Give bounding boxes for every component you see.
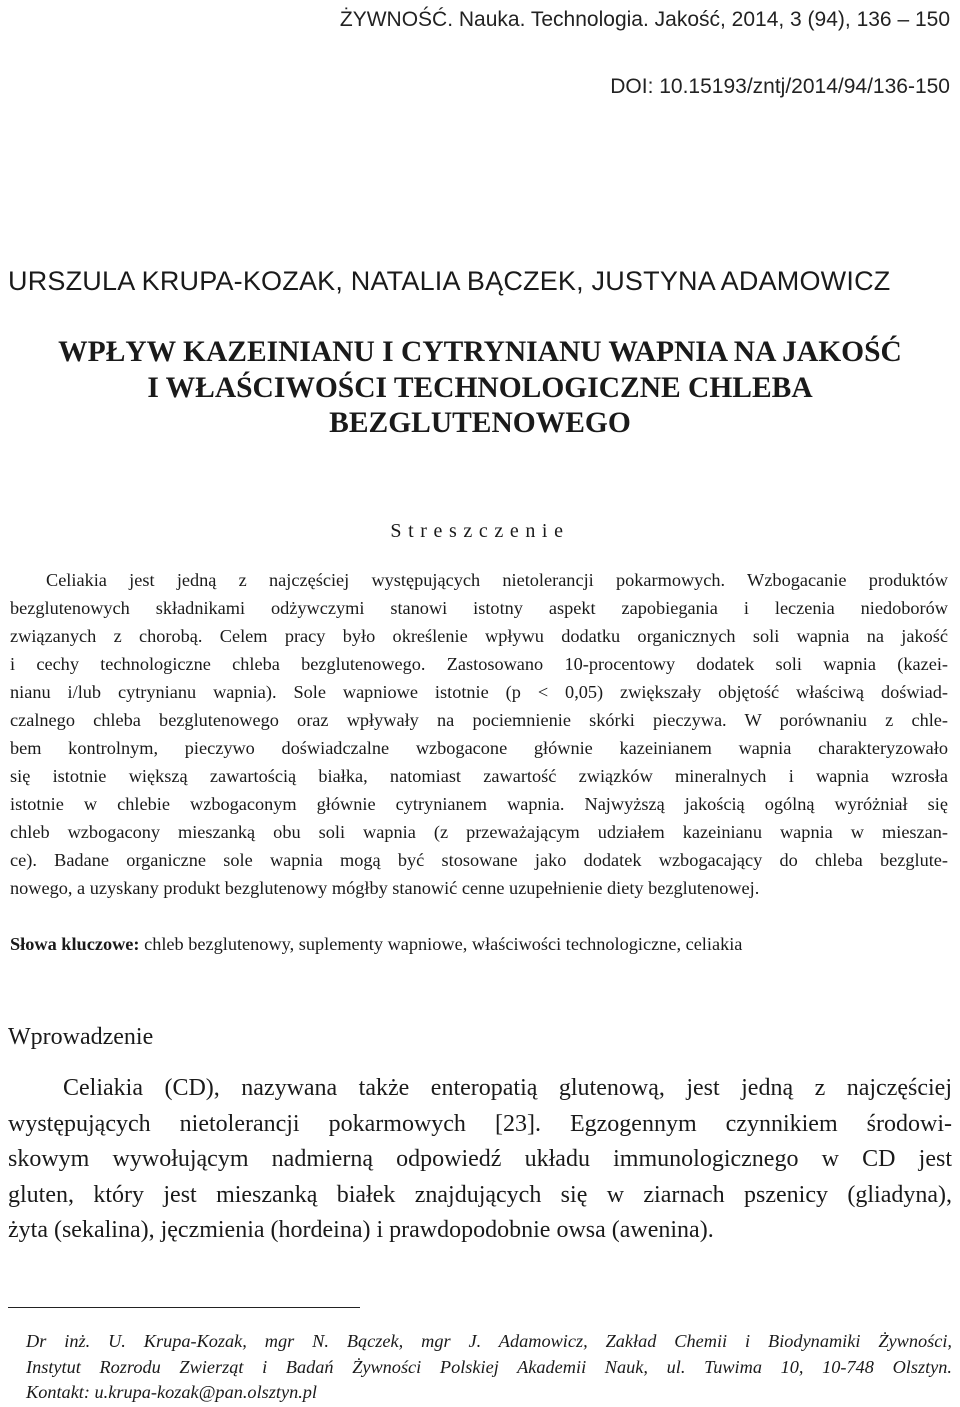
footnote-line: Instytut Rozrodu Zwierząt i Badań Żywności Polskiej Akademii Nauk, ul. Tuwima 10, 10-748 Olsztyn. — [26, 1356, 952, 1377]
intro-line: Celiakia (CD), nazywana także enteropatią glutenową, jest jedną z najczęściej — [63, 1075, 952, 1101]
title-line-3: BEZGLUTENOWEGO — [329, 407, 631, 439]
abstract-line: i cechy technologiczne chleba bezglutenowego. Zastosowano 10-procentowy dodatek soli wapnia (kazei- — [10, 654, 948, 674]
abstract-line: nianu i/lub cytrynianu wapnia). Sole wapniowe istotnie (p < 0,05) zwiększały objętość właściwą doświad- — [10, 682, 948, 702]
intro-line: żyta (sekalina), jęczmienia (hordeina) i prawdopodobnie owsa (awenina). — [8, 1217, 714, 1243]
abstract-line: się istotnie większą zawartością białka, natomiast zawartość związków mineralnych i wapnia wzrosła — [10, 766, 948, 786]
intro-line: gluten, który jest mieszanką białek znajdujących się w ziarnach pszenicy (gliadyna), — [8, 1181, 952, 1208]
section-heading-intro: Wprowadzenie — [8, 1024, 154, 1050]
abstract-line: chleb wzbogacony mieszanką obu soli wapnia (z przeważającym udziałem kazeinianu wapnia w mieszan- — [10, 822, 948, 842]
footnote-rule — [8, 1307, 360, 1308]
abstract — [10, 566, 948, 902]
abstract-line: związanych z chorobą. Celem pracy było określenie wpływu dodatku organicznych soli wapnia na jakość — [10, 626, 948, 646]
keywords-label: Słowa kluczowe: — [10, 934, 140, 954]
abstract-heading: Streszczenie — [390, 520, 570, 542]
footnote-line: Dr inż. U. Krupa-Kozak, mgr N. Bączek, mgr J. Adamowicz, Zakład Chemii i Biodynamiki Żywności, — [26, 1331, 952, 1351]
title-line-2: I WŁAŚCIWOŚCI TECHNOLOGICZNE CHLEBA — [147, 372, 813, 404]
abstract-line: czalnego chleba bezglutenowego oraz wpływały na pociemnienie skórki pieczywa. W porównaniu z chle- — [10, 710, 948, 730]
intro-paragraph — [8, 1071, 952, 1249]
doi-line: DOI: 10.15193/zntj/2014/94/136-150 — [610, 75, 950, 98]
abstract-line: istotnie w chlebie wzbogaconym głównie cytrynianem wapnia. Najwyższą jakością ogólną wyróżniał się — [10, 794, 948, 814]
abstract-line: bem kontrolnym, pieczywo doświadczalne wzbogacone głównie kazeinianem wapnia charakteryzowało — [10, 738, 948, 758]
keywords-text: chleb bezglutenowy, suplementy wapniowe, właściwości technologiczne, celiakia — [144, 934, 743, 954]
title-line-1: WPŁYW KAZEINIANU I CYTRYNIANU WAPNIA NA JAKOŚĆ — [58, 336, 902, 368]
abstract-line: nowego, a uzyskany produkt bezglutenowy mógłby stanowić cenne uzupełnienie diety bezglutenowej. — [10, 878, 760, 898]
intro-line: występujących nietolerancji pokarmowych [23]. Egzogennym czynnikiem środowi- — [8, 1110, 952, 1137]
keywords — [10, 934, 742, 955]
authors: URSZULA KRUPA-KOZAK, NATALIA BĄCZEK, JUSTYNA ADAMOWICZ — [8, 266, 891, 296]
abstract-line: bezglutenowych składnikami odżywczymi stanowi istotny aspekt zapobiegania i leczenia niedoborów — [10, 598, 948, 618]
intro-line: skowym wywołującym nadmierną odpowiedź układu immunologicznego w CD jest — [8, 1146, 952, 1172]
journal-header: ŻYWNOŚĆ. Nauka. Technologia. Jakość, 2014, 3 (94), 136 – 150 — [339, 8, 950, 31]
footnote-line: Kontakt: u.krupa-kozak@pan.olsztyn.pl — [26, 1382, 318, 1402]
abstract-line: ce). Badane organiczne sole wapnia mogą być stosowane jako dodatek wzbogacający do chleba bezglute- — [10, 850, 948, 870]
footnote — [26, 1329, 952, 1406]
abstract-line: Celiakia jest jedną z najczęściej występujących nietolerancji pokarmowych. Wzbogacanie produktów — [46, 570, 948, 590]
